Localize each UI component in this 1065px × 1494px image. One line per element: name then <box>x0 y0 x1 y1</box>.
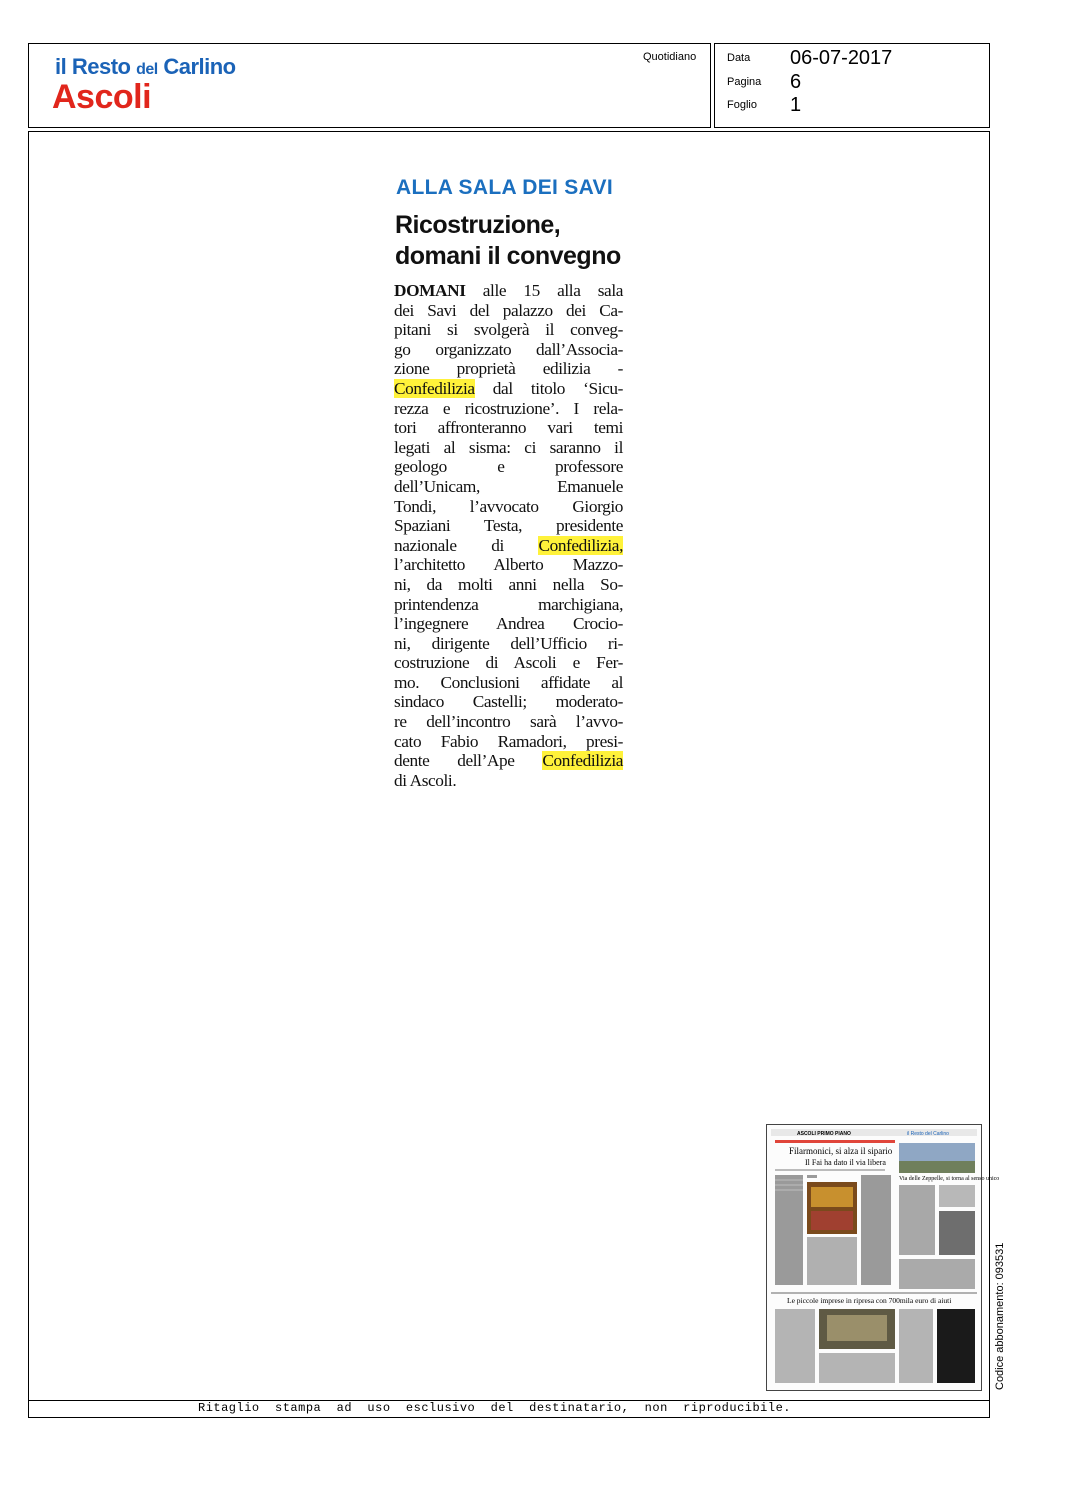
svg-text:il Resto del Carlino: il Resto del Carlino <box>907 1131 949 1137</box>
publication-type: Quotidiano <box>643 51 697 63</box>
date-value: 06-07-2017 <box>790 47 893 69</box>
highlighted-keyword: Confedilizia <box>542 751 623 771</box>
subscription-code: Codice abbonamento: 093531 <box>994 1242 1006 1390</box>
article-line: zione proprietà edilizia - <box>394 359 623 379</box>
sheet-value: 1 <box>790 94 802 116</box>
article-line: mo. Conclusioni affidate al <box>394 672 623 692</box>
thumbnail-section: ASCOLI PRIMO PIANO <box>797 1131 851 1137</box>
article-line: cato Fabio Ramadori, presi- <box>394 731 623 751</box>
article-line: re dell’incontro sarà l’avvo- <box>394 712 623 732</box>
article-line: legati al sisma: ci saranno il <box>394 437 623 457</box>
article-line: dell’Unicam, Emanuele <box>394 476 623 496</box>
sheet-label: Foglio <box>727 99 757 111</box>
thumbnail-headline-1: Filarmonici, si alza il sipario <box>789 1146 893 1156</box>
page-label: Pagina <box>727 76 762 88</box>
article-line: l’architetto Alberto Mazzo- <box>394 555 623 575</box>
article-line: nazionale di Confedilizia, <box>394 535 623 555</box>
article-line: pitani si svolgerà il conveg- <box>394 320 623 340</box>
article-line: Spaziani Testa, presidente <box>394 516 623 536</box>
article-kicker: ALLA SALA DEI SAVI <box>396 176 613 199</box>
newspaper-logo: il Resto del Carlino <box>55 54 236 79</box>
article-line: dente dell’Ape Confedilizia <box>394 751 623 771</box>
date-label: Data <box>727 52 751 64</box>
article-line: ni, dirigente dell’Ufficio ri- <box>394 633 623 653</box>
article-line: geologo e professore <box>394 457 623 477</box>
article-line: DOMANI alle 15 alla sala <box>394 281 623 300</box>
article-line: printendenza marchigiana, <box>394 594 623 614</box>
highlighted-keyword: Confedilizia <box>394 378 475 398</box>
article-line: ni, da molti anni nella So- <box>394 574 623 594</box>
article-body <box>394 281 623 790</box>
article-line: rezza e ricostruzione’. I rela- <box>394 398 623 418</box>
article-line: Tondi, l’avvocato Giorgio <box>394 496 623 516</box>
newspaper-edition: Ascoli <box>52 78 152 116</box>
page-value: 6 <box>790 71 802 93</box>
article-line: sindaco Castelli; moderato- <box>394 692 623 712</box>
article-line: tori affronteranno vari temi <box>394 418 623 438</box>
article-line: l’ingegnere Andrea Crocio- <box>394 614 623 634</box>
article-line: dei Savi del palazzo dei Ca- <box>394 300 623 320</box>
article-line: Confedilizia dal titolo ‘Sicu- <box>394 378 623 398</box>
thumbnail-headline-2: Il Fai ha dato il via libera <box>805 1158 886 1167</box>
article-line: di Ascoli. <box>394 770 457 790</box>
article-line: go organizzato dall’Associa- <box>394 339 623 359</box>
thumbnail-side-headline: Via delle Zeppelle, si torna al senso unico <box>899 1176 1000 1182</box>
highlighted-keyword: Confedilizia, <box>538 535 623 555</box>
clipping-notice: Ritaglio stampa ad uso esclusivo del destinatario, non riproducibile. <box>198 1401 791 1415</box>
article-lead-word: DOMANI <box>394 281 466 300</box>
article-headline: Ricostruzione, domani il convegno <box>395 211 621 270</box>
article-line: costruzione di Ascoli e Fer- <box>394 653 623 673</box>
thumbnail-headline-3: Le piccole imprese in ripresa con 700mila euro di aiuti <box>787 1296 952 1305</box>
